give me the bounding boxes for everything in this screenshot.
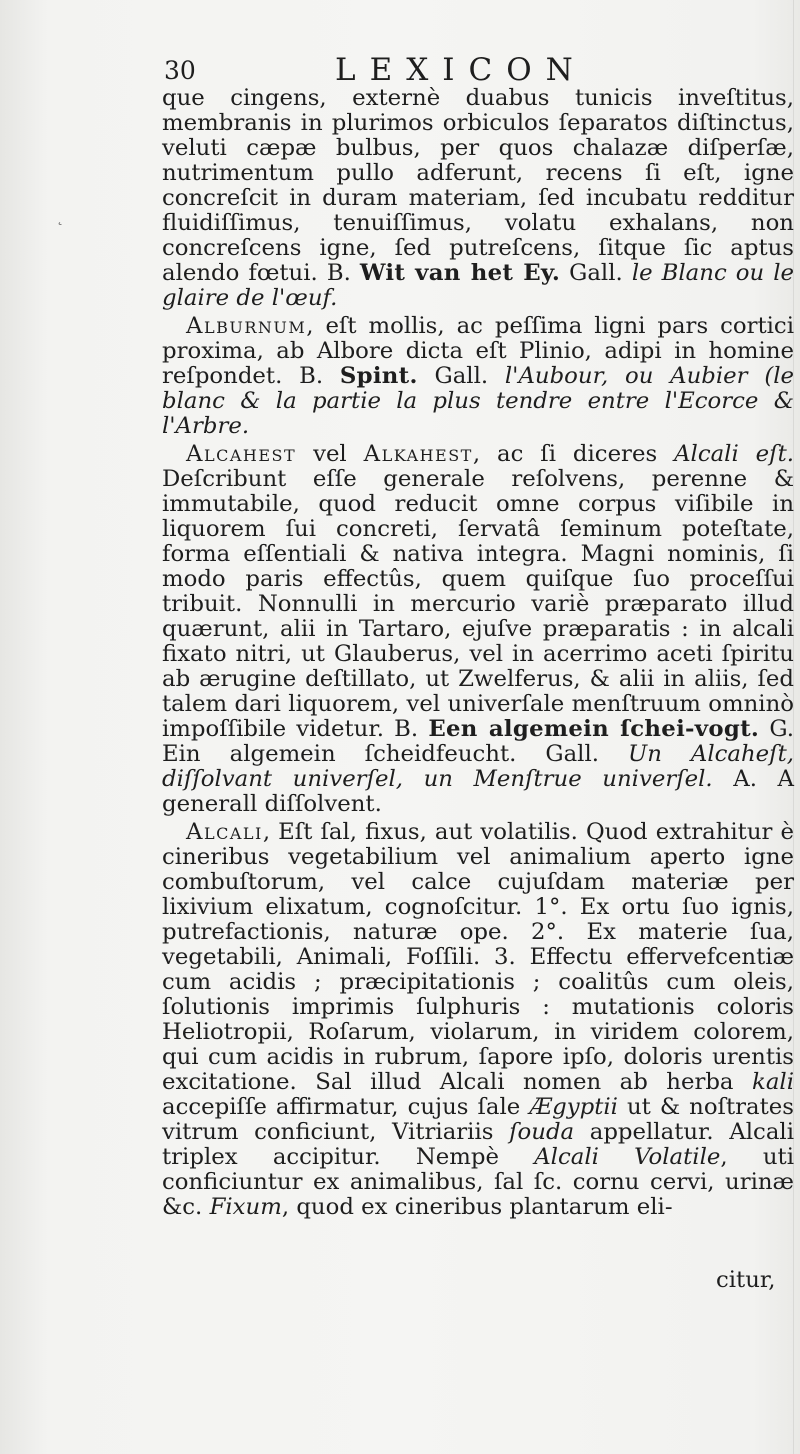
text-run: Gall.: [560, 260, 632, 286]
text-run: , eſt mollis, ac peſſima ligni pars cortici proxima, ab Albore dicta eſt Plinio, adipi in homine reſpondet. B.: [162, 313, 794, 389]
text-run: Deſcribunt eſſe generale reſolvens, perenne & immutabile, quod reducit omne corpus viſibile in liquorem ſui concreti, ſervatâ ſeminum poteſtate, forma eſſentiali & nativa integra. Magni nominis, ſi modo paris effectûs, quem quiſque ſuo proceſſui tribuit. Nonnulli in mercurio variè præparato illud quærunt, alii in Tartaro, ejuſve præparatis : in alcali fixato nitri, ut Glauberus, vel in acerrimo aceti ſpiritu ab ærugine deſtillato, ut Zwelferus, & alii in aliis, ſed talem dari liquorem, vel univerſale menſtruum omninò impoſſibile videtur. B.: [162, 466, 794, 742]
margin-mark: ˛: [56, 207, 64, 226]
entry-alburnum: [162, 314, 794, 439]
text-run: A. A generall diſſolvent.: [162, 766, 794, 817]
text-run: G. Ein algemein ſcheidfeucht. Gall.: [162, 716, 794, 767]
text-run: accepiſſe affirmatur, cujus ſale: [162, 1094, 530, 1120]
text-run-headword: Alcali: [186, 819, 263, 845]
text-run-fr: Fixum: [209, 1194, 282, 1220]
text-run: , quod ex cineribus plantarum eli-: [281, 1194, 673, 1220]
text-run: , ac ſi diceres: [472, 441, 675, 467]
entry-albumen-continuation: [162, 86, 794, 311]
text-run: ut & noſtrates vitrum conficiunt, Vitriariis: [162, 1094, 794, 1145]
text-run-fr: Ægyptii: [529, 1094, 618, 1120]
catchword: citur,: [716, 1267, 776, 1293]
dictionary-text-block: [162, 86, 794, 1220]
text-run-bl: Wit van het Ey.: [359, 260, 561, 286]
text-run: Gall.: [417, 363, 505, 389]
text-run-fr: Alcali eſt.: [674, 441, 795, 467]
text-run-headword: Alkahest: [363, 441, 473, 467]
text-run-fr: Alcali Volatile: [534, 1144, 721, 1170]
entry-alcahest: [162, 442, 794, 817]
text-run-fr: kali: [752, 1069, 794, 1095]
text-run-bl: Een algemein ſchei-vogt.: [428, 716, 760, 742]
text-run-fr: Un Alcaheſt, diſſolvant univerſel, un Menſtrue univerſel.: [162, 741, 794, 792]
text-run-fr: le Blanc ou le glaire de l'œuf.: [162, 260, 794, 311]
text-run: , uti conficiuntur ex animalibus, ſal ſc. cornu cervi, urinæ &c.: [162, 1144, 794, 1220]
entry-alcali: [162, 820, 794, 1220]
text-run: , Eſt ſal, fixus, aut volatilis. Quod extrahitur è cineribus vegetabilium vel animalium aperto igne combuſtorum, vel calce cujuſdam materiæ per lixivium elixatum, cognoſcitur. 1°. Ex ortu ſuo ignis, putrefactionis, naturæ ope. 2°. Ex materie ſua, vegetabili, Animali, Foſſili. 3. Effectu effervefcentiæ cum acidis ; præcipitationis ; coalitûs cum oleis, ſolutionis imprimis ſulphuris : mutationis coloris Heliotropii, Roſarum, violarum, in viridem colorem, qui cum acidis in rubrum, ſapore ipſo, doloris urentis excitatione. Sal illud Alcali nomen ab herba: [162, 819, 794, 1095]
text-run: vel: [296, 441, 364, 467]
text-run-headword: Alcahest: [186, 441, 297, 467]
text-run-fr: ſouda: [509, 1119, 575, 1145]
text-run: appellatur. Alcali triplex accipitur. Nempè: [162, 1119, 794, 1170]
running-head-title: LEXICON: [335, 52, 587, 88]
text-run-headword: Alburnum: [186, 313, 307, 339]
text-run: que cingens, externè duabus tunicis inveſtitus, membranis in plurimos orbiculos ſeparatos diſtinctus, veluti cæpæ bulbus, per quos chalazæ diſperſæ, nutrimentum pullo adferunt, recens ſi eſt, igne concreſcit in duram materiam, ſed incubatu redditur fluidiſſimus, tenuiſſimus, volatu exhalans, non concreſcens igne, ſed putreſcens, ſitque ſic aptus alendo fœtui. B.: [162, 85, 794, 286]
page-number: 30: [164, 56, 196, 85]
text-run-fr: l'Aubour, ou Aubier (le blanc & la partie la plus tendre entre l'Ecorce & l'Arbre.: [162, 363, 795, 439]
text-run-bl: Spint.: [339, 363, 418, 389]
